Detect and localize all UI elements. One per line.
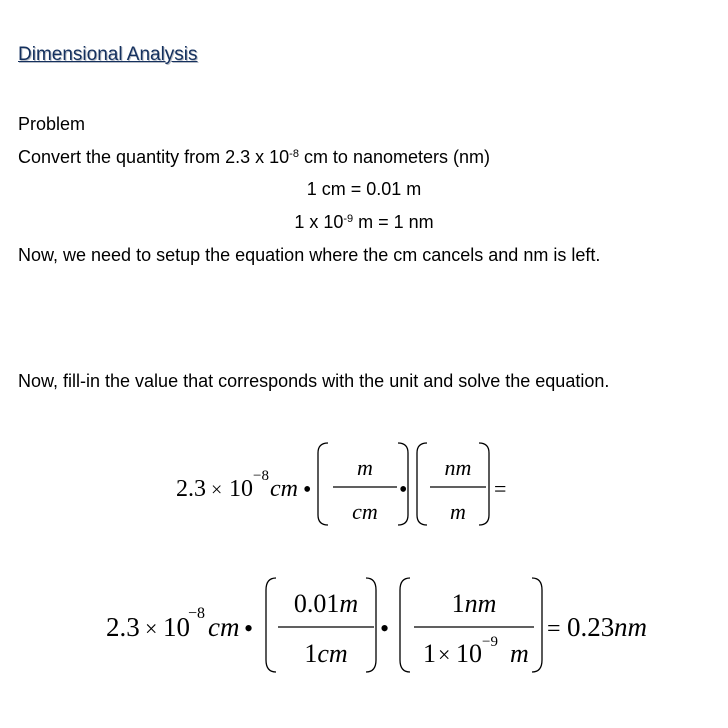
eq2-times: × — [145, 616, 158, 641]
eq1-equals: = — [494, 476, 507, 501]
eq1-dot-1: • — [303, 477, 312, 503]
eq2-paren-right-2 — [532, 578, 542, 672]
eq1-frac1-den: cm — [352, 499, 378, 524]
eq2-frac1-den-value: 1 — [304, 639, 318, 668]
eq2-frac2-den-coef: 1 — [423, 639, 436, 668]
eq2-frac1-num-unit: m — [339, 589, 359, 618]
eq1-unit: cm — [270, 476, 298, 502]
eq1-paren-left-1 — [318, 443, 328, 525]
equation-setup — [0, 440, 728, 530]
eq1-dot-2: • — [399, 477, 408, 503]
eq2-frac1-num-value: 0.01 — [293, 589, 340, 618]
eq2-frac2-den-times: × — [438, 642, 451, 667]
eq2-frac1-num — [294, 589, 358, 618]
problem-statement-text: Convert the quantity from 2.3 x 10 — [18, 147, 290, 167]
paragraph-setup: Now, we need to setup the equation where the cm cancels and nm is left. — [18, 245, 601, 265]
eq1-coef: 2.3 — [176, 476, 206, 502]
problem-exponent: -8 — [289, 148, 299, 160]
eq2-result-unit: nm — [614, 612, 647, 642]
conversion-base: 1 x 10 — [294, 212, 344, 232]
eq2-frac2-den-exp: −9 — [482, 634, 498, 650]
eq2-frac2-den-unit: m — [510, 639, 529, 668]
conversion-cm-to-m: 1 cm = 0.01 m — [306, 179, 422, 199]
eq2-frac2-num-value: 1 — [451, 589, 465, 618]
paragraph-fill: Now, fill-in the value that corresponds with the unit and solve the equation. — [18, 371, 610, 391]
problem-heading: Problem — [18, 114, 86, 134]
conversion-m-to-nm — [0, 208, 728, 236]
eq2-frac2-den-base: 10 — [456, 639, 482, 668]
eq2-coef: 2.3 — [106, 612, 140, 642]
eq1-base: 10 — [229, 476, 253, 502]
equation-solved — [0, 576, 728, 676]
eq2-frac1-den — [304, 639, 347, 668]
eq2-dot-1: • — [244, 614, 254, 643]
eq1-times: × — [211, 479, 223, 501]
eq1-frac2-den: m — [450, 499, 466, 524]
problem-statement — [18, 143, 490, 171]
eq2-paren-left-2 — [400, 578, 410, 672]
eq1-frac1-num: m — [357, 455, 373, 480]
eq2-result-value: 0.23 — [567, 612, 615, 642]
eq2-unit: cm — [208, 612, 240, 642]
conversion-tail: m = 1 nm — [353, 212, 434, 232]
eq2-dot-2: • — [380, 614, 390, 643]
eq2-base: 10 — [163, 612, 190, 642]
eq2-frac2-num — [452, 589, 497, 618]
eq2-frac2-num-unit: nm — [464, 589, 497, 618]
conversion-exponent: -9 — [343, 213, 354, 225]
page-title: Dimensional Analysis — [18, 44, 198, 65]
eq2-frac1-den-unit: cm — [317, 639, 348, 668]
problem-statement-tail: cm to nanometers (nm) — [298, 147, 490, 167]
eq1-paren-right-2 — [479, 443, 489, 525]
eq1-exp: −8 — [253, 468, 269, 484]
eq2-exp: −8 — [188, 605, 206, 622]
eq2-equals: = — [547, 616, 561, 642]
eq1-paren-left-2 — [417, 443, 427, 525]
eq1-frac2-num: nm — [444, 455, 472, 480]
eq2-paren-right-1 — [366, 578, 376, 672]
eq2-paren-left-1 — [266, 578, 276, 672]
